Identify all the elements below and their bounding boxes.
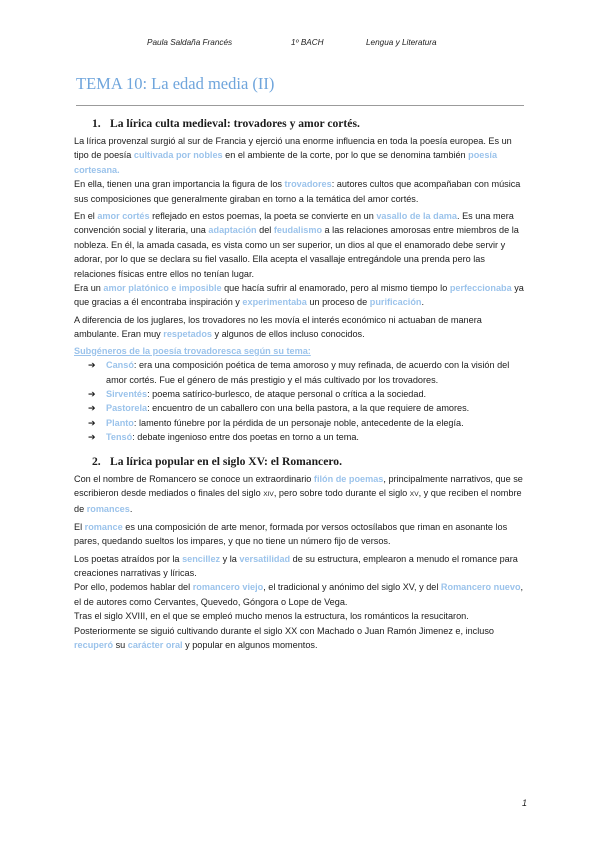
text-run: , el de autores como Cervantes, Quevedo, Góngora o Lope de Vega. xyxy=(74,582,524,607)
title-divider xyxy=(76,105,524,106)
highlight: purificación xyxy=(369,297,422,308)
text-run: : autores cultos que acompañaban con música sus composiciones que generalmente giraban en torno a la temática del amor cortés. xyxy=(74,179,521,204)
paragraph xyxy=(74,580,526,609)
subgenre-text: : debate ingenioso entre dos poetas en torno a un tema. xyxy=(132,432,359,443)
highlight: feudalismo xyxy=(273,225,323,236)
paragraph xyxy=(74,313,526,342)
text-run: Era un xyxy=(74,283,104,294)
text-run: Los poetas atraídos por la xyxy=(74,553,183,564)
text-run: Tras el siglo XVIII, en el que se empleó mucho menos la estructura, los románticos la resucitaron. Posteriormente se siguió cultivando durante el siglo XX con Machado o Juan Ramón Jimenez e, incluso xyxy=(74,611,494,636)
highlight: romancero viejo xyxy=(192,582,264,593)
highlight: recuperó xyxy=(74,640,114,650)
subgenre-name: Sirventés xyxy=(106,388,148,399)
text-run: Con el nombre de Romancero se conoce un extraordinario xyxy=(74,473,314,484)
paragraph xyxy=(74,552,526,581)
text-run: su xyxy=(113,640,128,650)
paragraph xyxy=(74,609,526,652)
page-number: 1 xyxy=(522,798,528,808)
highlight: carácter oral xyxy=(127,640,183,650)
subgenre-name: Planto xyxy=(106,417,134,428)
highlight: sencillez xyxy=(182,553,221,564)
paragraph xyxy=(74,134,526,177)
section-1-heading xyxy=(92,116,526,132)
header-course: 1º BACH xyxy=(291,38,324,47)
highlight: poesía cortesana. xyxy=(74,150,498,175)
text-run: La lírica provenzal surgió al sur de Francia y ejerció una enorme influencia en toda la poesía europea. Es un tipo de poesía xyxy=(74,136,512,161)
list-item xyxy=(74,387,526,401)
text-run: un proceso de xyxy=(306,297,370,308)
subgenre-text: : lamento fúnebre por la pérdida de un personaje noble, antecedente de la elegía. xyxy=(133,417,464,428)
subgenres-list xyxy=(74,358,526,444)
text-run: , el tradicional y anónimo del siglo XV, y del xyxy=(263,582,441,593)
text-run: . Es una mera convención social y literaria, una xyxy=(74,211,514,236)
text-run: en el ambiente de la corte, por lo que se denomina también xyxy=(222,150,469,161)
text-run: del xyxy=(256,225,274,236)
text-run: y la xyxy=(220,553,240,564)
section-2-title: La lírica popular en el siglo XV: el Romancero. xyxy=(110,454,342,468)
century-numeral: XV xyxy=(409,490,419,498)
text-run: a las relaciones amorosas entre miembros de la nobleza. En él, la amada casada, es vista como un ser superior, un dios al que el enamorado debe servir y adorar, por lo que se declara su fiel vasallo. Ella acepta el vasallaje entregándole una prenda pero las relaciones físicas entre ellos no tenían lugar. xyxy=(74,225,519,279)
subgenre-name: Cansó xyxy=(106,360,134,371)
text-run: y popular en algunos momentos. xyxy=(182,640,318,650)
text-run: . xyxy=(421,297,425,308)
section-1-number: 1. xyxy=(92,117,101,130)
list-item xyxy=(74,430,526,444)
text-run: reflejado en estos poemas, la poeta se convierte en un xyxy=(149,211,377,222)
century-numeral: XIV xyxy=(263,490,274,498)
highlight: amor cortés xyxy=(97,211,150,222)
paragraph xyxy=(74,209,526,281)
text-run: , principalmente narrativos, que se escribieron desde mediados o finales del siglo xyxy=(74,473,523,498)
section-2-number: 2. xyxy=(92,454,101,468)
subgenre-name: Tensó xyxy=(106,432,133,443)
paragraph xyxy=(74,472,526,517)
arrow-icon: ➔ xyxy=(88,403,96,414)
highlight: vasallo de la dama xyxy=(376,211,457,222)
text-run: Por ello, podemos hablar del xyxy=(74,582,193,593)
page-header xyxy=(0,38,600,52)
text-run: , y que reciben el nombre de xyxy=(74,487,522,515)
paragraph xyxy=(74,281,526,310)
highlight: perfeccionaba xyxy=(449,283,512,294)
section-2-heading xyxy=(92,454,526,470)
text-run: En ella, tienen una gran importancia la figura de los xyxy=(74,179,285,190)
subgenre-name: Pastorela xyxy=(106,403,148,414)
document-body xyxy=(74,114,526,655)
highlight: romances xyxy=(86,504,130,515)
text-run: ya que gracias a él encontraba inspiración y xyxy=(74,283,524,308)
list-item xyxy=(74,401,526,415)
arrow-icon: ➔ xyxy=(88,432,96,443)
subgenres-title: Subgéneros de la poesía trovadoresca según su tema: xyxy=(74,345,311,356)
highlight: respetados xyxy=(163,329,212,340)
highlight: trovadores xyxy=(284,179,332,190)
paragraph xyxy=(74,177,526,206)
arrow-icon: ➔ xyxy=(88,388,96,399)
page-title: TEMA 10: La edad media (II) xyxy=(76,74,275,93)
header-subject: Lengua y Literatura xyxy=(366,38,437,47)
subgenre-text: : encuentro de un caballero con una bella pastora, a la que requiere de amores. xyxy=(147,403,470,414)
subgenre-text: : poema satírico-burlesco, de ataque personal o crítica a la sociedad. xyxy=(147,388,427,399)
text-run: A diferencia de los juglares, los trovadores no les movía el interés económico ni actuaban de manera ambulante. Eran muy xyxy=(74,314,482,340)
text-run: y algunos de ellos incluso conocidos. xyxy=(211,329,365,340)
highlight: adaptación xyxy=(208,225,257,236)
arrow-icon: ➔ xyxy=(88,360,96,371)
text-run: En el xyxy=(74,211,98,222)
highlight: versatilidad xyxy=(239,553,291,564)
paragraph xyxy=(74,520,526,549)
subgenre-text: : era una composición poética de tema amoroso y muy refinada, de acuerdo con la visión del amor cortés. Fue el género de más prestigio y el más cultivado por los trovadores. xyxy=(106,360,510,385)
header-author: Paula Saldaña Francés xyxy=(147,38,233,47)
text-run: que hacía sufrir al enamorado, pero al mismo tiempo lo xyxy=(221,283,450,294)
arrow-icon: ➔ xyxy=(88,417,96,428)
highlight: amor platónico e imposible xyxy=(103,283,222,294)
highlight: filón de poemas xyxy=(313,473,384,484)
highlight: Romancero nuevo xyxy=(440,582,521,593)
text-run: El xyxy=(74,521,85,532)
list-item xyxy=(74,416,526,430)
section-1-title: La lírica culta medieval: trovadores y amor cortés. xyxy=(110,117,360,130)
text-run: , pero sobre todo durante el siglo xyxy=(273,487,410,498)
list-item xyxy=(74,358,526,387)
text-run: de su estructura, emplearon a menudo el romance para creaciones narrativas y líricas. xyxy=(74,553,518,578)
highlight: experimentaba xyxy=(242,297,307,308)
highlight: cultivada por nobles xyxy=(133,150,223,161)
text-run: es una composición de arte menor, formada por versos octosílabos que riman en asonante los pares, quedando sueltos los impares, y que no tiene un número fijo de versos. xyxy=(74,521,508,547)
text-run: . xyxy=(129,504,133,515)
highlight: romance xyxy=(84,521,123,532)
